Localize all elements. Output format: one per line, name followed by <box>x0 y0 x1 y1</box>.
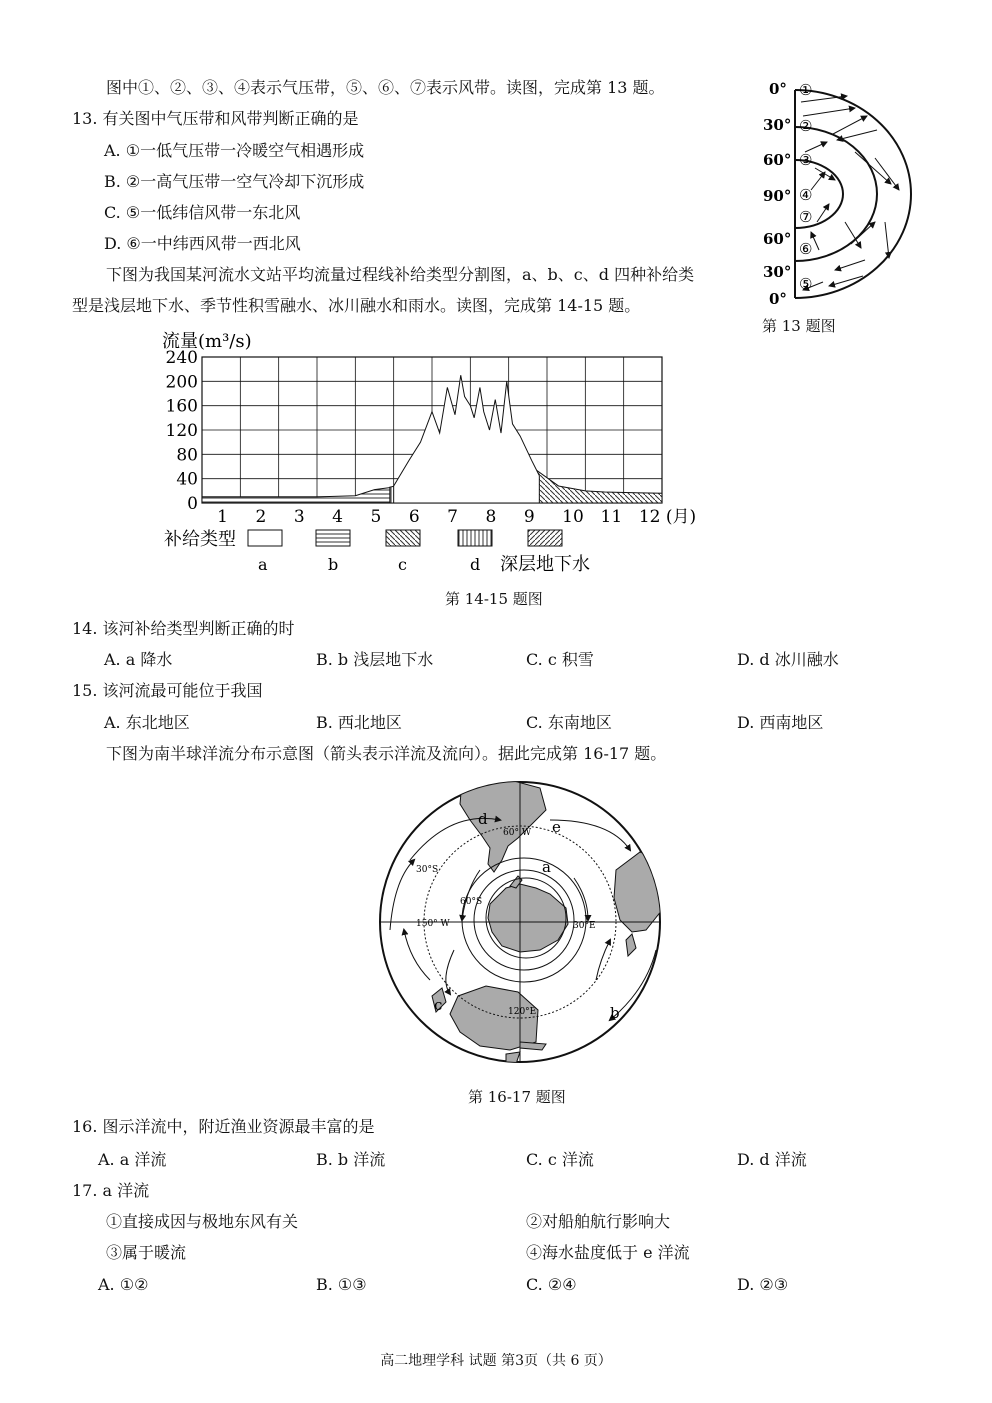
q13-option-a: A. ①一低气压带一冷暖空气相遇形成 <box>104 141 365 160</box>
y-tick-label: 80 <box>176 445 198 466</box>
q17-stem: 17. a 洋流 <box>72 1181 150 1200</box>
x-tick-label: 11 <box>600 507 623 527</box>
q13-stem: 13. 有关图中气压带和风带判断正确的是 <box>72 109 359 128</box>
label-current-b: b <box>610 1004 620 1022</box>
legend-label-b: b <box>328 555 339 574</box>
fig1415-caption: 第 14-15 题图 <box>445 590 543 608</box>
q15-option-b: B. 西北地区 <box>316 713 402 732</box>
label-60w: 60° W <box>503 828 532 838</box>
q17-item-4: ④海水盐度低于 e 洋流 <box>526 1243 690 1262</box>
q17-option-d: D. ②③ <box>737 1275 789 1294</box>
q14-option-d: D. d 冰川融水 <box>737 650 839 669</box>
intro-16: 下图为南半球洋流分布示意图（箭头表示洋流及流向）。据此完成第 16-17 题。 <box>106 744 667 763</box>
label-current-d: d <box>478 810 488 828</box>
fig13-zone-3: ③ <box>799 151 813 169</box>
runoff-chart <box>150 325 710 580</box>
fig13-lat-0-bottom: 0° <box>769 290 787 308</box>
page-footer: 高二地理学科 试题 第3页（共 6 页） <box>380 1353 612 1369</box>
x-tick-label: 10 <box>562 507 584 527</box>
q13-option-c: C. ⑤一低纬信风带一东北风 <box>104 203 301 222</box>
q15-option-d: D. 西南地区 <box>737 713 824 732</box>
fig13-zone-6: ⑥ <box>799 240 813 258</box>
fig13-zone-5: ⑤ <box>799 275 813 293</box>
q15-option-c: C. 东南地区 <box>526 713 612 732</box>
y-tick-label: 120 <box>165 421 198 441</box>
label-30s: 30°S <box>416 865 439 875</box>
q17-item-2: ②对船舶航行影响大 <box>526 1212 671 1231</box>
label-current-e: e <box>552 818 561 836</box>
x-tick-label: 1 <box>217 507 228 527</box>
fig13-lat-90: 90° <box>763 187 792 205</box>
fig13-zone-2: ② <box>799 117 813 135</box>
legend-swatch-deep <box>528 530 562 546</box>
label-30e: 30°E <box>573 921 596 931</box>
x-tick-label: 8 <box>485 507 497 527</box>
legend-title: 补给类型 <box>164 529 236 550</box>
ocean-current-map <box>370 780 670 1070</box>
chart-x-ticks <box>217 507 696 527</box>
q14-option-a: A. a 降水 <box>104 650 173 669</box>
legend-label-a: a <box>258 555 268 574</box>
x-tick-label: 6 <box>408 507 420 527</box>
x-tick-label: 2 <box>255 507 267 527</box>
legend-label-c: c <box>398 555 407 574</box>
chart-y-ticks <box>166 348 198 514</box>
fig13-caption: 第 13 题图 <box>762 317 836 335</box>
label-150w: 150° W <box>416 919 450 929</box>
legend-swatch-b <box>316 530 350 546</box>
y-tick-label: 40 <box>176 469 198 490</box>
y-tick-label: 160 <box>165 396 198 417</box>
x-tick-label: 3 <box>293 507 305 527</box>
island-north <box>520 1042 546 1050</box>
x-tick-label: 12 (月) <box>638 507 697 527</box>
label-120e: 120°E <box>508 1007 537 1017</box>
q16-stem: 16. 图示洋流中，附近渔业资源最丰富的是 <box>72 1117 375 1136</box>
fig13-zone-1: ① <box>799 81 813 99</box>
legend-label-d: d <box>470 555 481 574</box>
chart-ylabel: 流量(m³/s) <box>162 331 252 352</box>
fig13-lat-0-top: 0° <box>769 80 787 98</box>
q15-stem: 15. 该河流最可能位于我国 <box>72 681 263 700</box>
q17-item-1: ①直接成因与极地东风有关 <box>106 1212 299 1231</box>
intro-14-line1: 下图为我国某河流水文站平均流量过程线补给类型分割图，a、b、c、d 四种补给类 <box>106 265 695 284</box>
y-tick-label: 200 <box>165 372 198 393</box>
fig13-zone-4: ④ <box>799 186 813 204</box>
x-tick-label: 5 <box>370 507 382 527</box>
q16-option-c: C. c 洋流 <box>526 1150 594 1169</box>
q17-option-a: A. ①② <box>98 1275 149 1294</box>
q17-option-b: B. ①③ <box>316 1275 367 1294</box>
x-tick-label: 9 <box>523 507 535 527</box>
fig13-lat-60-top: 60° <box>763 151 792 169</box>
x-tick-label: 4 <box>332 507 343 527</box>
legend-swatch-c <box>386 530 420 546</box>
fig13-lat-30-bottom: 30° <box>763 263 792 281</box>
label-60s: 60°S <box>460 897 483 907</box>
q13-option-b: B. ②一高气压带一空气冷却下沉形成 <box>104 172 365 191</box>
fig13-lat-60-bottom: 60° <box>763 230 792 248</box>
fig13-zone-7: ⑦ <box>799 208 813 226</box>
intro-13: 图中①、②、③、④表示气压带，⑤、⑥、⑦表示风带。读图，完成第 13 题。 <box>106 78 665 97</box>
y-tick-label: 0 <box>187 494 198 514</box>
label-current-c: c <box>434 996 443 1014</box>
label-current-a: a <box>542 858 551 876</box>
q14-stem: 14. 该河补给类型判断正确的时 <box>72 619 295 638</box>
q14-option-c: C. c 积雪 <box>526 650 594 669</box>
x-tick-label: 7 <box>447 507 458 527</box>
y-tick-label: 240 <box>165 348 198 368</box>
q14-option-b: B. b 浅层地下水 <box>316 650 434 669</box>
q17-item-3: ③属于暖流 <box>106 1243 187 1262</box>
legend-swatch-d <box>458 530 492 546</box>
q16-option-b: B. b 洋流 <box>316 1150 386 1169</box>
q13-option-d: D. ⑥一中纬西风带一西北风 <box>104 234 301 253</box>
intro-14-line2: 型是浅层地下水、季节性积雪融水、冰川融水和雨水。读图，完成第 14-15 题。 <box>72 296 641 315</box>
fig13-lat-30-top: 30° <box>763 116 792 134</box>
legend-swatch-a <box>248 530 282 546</box>
legend-label-deep: 深层地下水 <box>500 554 590 575</box>
fig1617-caption: 第 16-17 题图 <box>468 1088 566 1106</box>
q17-option-c: C. ②④ <box>526 1275 577 1294</box>
q15-option-a: A. 东北地区 <box>104 713 190 732</box>
fig13-pressure-wind-diagram <box>755 72 920 312</box>
q16-option-a: A. a 洋流 <box>98 1150 167 1169</box>
q16-option-d: D. d 洋流 <box>737 1150 807 1169</box>
